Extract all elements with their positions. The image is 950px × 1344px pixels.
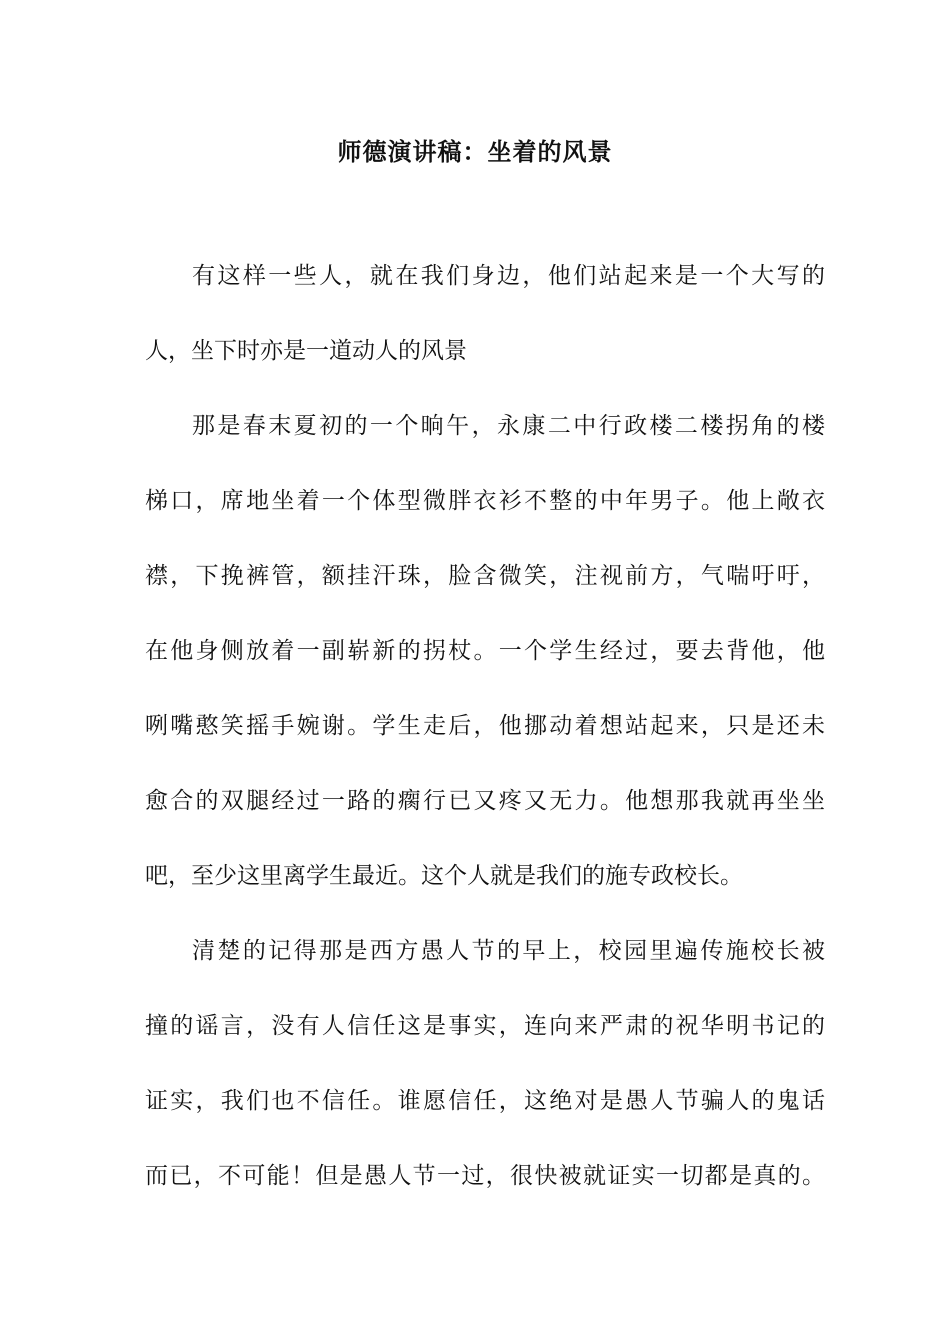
paragraph-2-line-5: 咧嘴憨笑摇手婉谢。学生走后，他挪动着想站起来，只是还未: [145, 713, 825, 739]
paragraph-2-line-1: 那是春末夏初的一个晌午，永康二中行政楼二楼拐角的楼: [192, 413, 825, 439]
document-title: 师德演讲稿：坐着的风景: [337, 137, 613, 166]
paragraph-2-line-4: 在他身侧放着一副崭新的拐杖。一个学生经过，要去背他，他: [145, 638, 825, 664]
paragraph-1-line-2: 人，坐下时亦是一道动人的风景: [145, 338, 467, 364]
paragraph-2-line-2: 梯口，席地坐着一个体型微胖衣衫不整的中年男子。他上敞衣: [145, 488, 825, 514]
paragraph-3-line-1: 清楚的记得那是西方愚人节的早上，校园里遍传施校长被: [192, 938, 825, 964]
paragraph-2-line-7: 吧，至少这里离学生最近。这个人就是我们的施专政校长。: [145, 863, 743, 889]
paragraph-3-line-2: 撞的谣言，没有人信任这是事实，连向来严肃的祝华明书记的: [145, 1013, 825, 1039]
paragraph-1-line-1: 有这样一些人，就在我们身边，他们站起来是一个大写的: [192, 263, 825, 289]
paragraph-2-line-6: 愈合的双腿经过一路的瘸行已又疼又无力。他想那我就再坐坐: [145, 788, 825, 814]
paragraph-3-line-4: 而已，不可能！但是愚人节一过，很快被就证实一切都是真的。: [145, 1163, 825, 1189]
paragraph-2-line-3: 襟，下挽裤管，额挂汗珠，脸含微笑，注视前方，气喘吁吁，: [145, 563, 825, 589]
paragraph-3-line-3: 证实，我们也不信任。谁愿信任，这绝对是愚人节骗人的鬼话: [145, 1088, 825, 1114]
